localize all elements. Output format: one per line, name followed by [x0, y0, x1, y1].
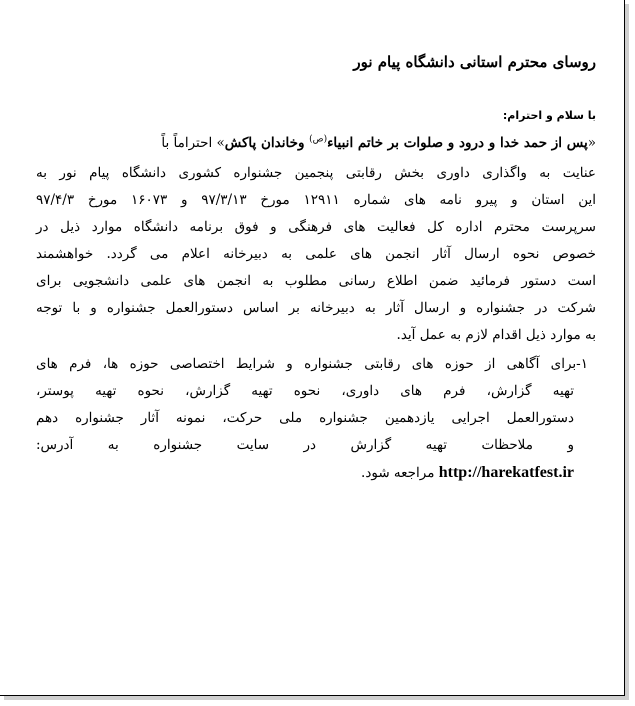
paragraph-line: سرپرست محترم اداره کل فعالیت های فرهنگی و فوق برنامه دانشگاه موارد ذیل در: [36, 219, 596, 235]
praise-open-quote: «: [587, 135, 596, 151]
festival-url-link[interactable]: http://harekatfest.ir: [438, 464, 574, 481]
item-line: دستورالعمل اجرایی یازدهمین جشنواره ملی حرکت، نمونه آثار جشنواره دهم: [36, 410, 574, 426]
greeting: با سلام و احترام:: [502, 109, 596, 122]
paragraph-line: عنایت به واگذاری داوری بخش رقابتی پنجمین جشنواره کشوری دانشگاه پیام نور به: [36, 165, 596, 181]
praise-line: [36, 132, 596, 154]
item-line: ۱-برای آگاهی از حوزه های رقابتی جشنواره و شرایط اختصاصی حوزه ها، فرم های: [36, 356, 588, 372]
item-line: تهیه گزارش، فرم های داوری، نحوه تهیه گزارش، نحوه تهیه پوستر،: [36, 383, 574, 399]
praise-respect: احتراماً باً: [161, 135, 217, 151]
item-end-text: مراجعه شود.: [361, 465, 439, 481]
praise-text: پس از حمد خدا و درود و صلوات بر خاتم انبیاء: [327, 135, 588, 151]
paragraph-line: این استان و پیرو نامه های شماره ۱۲۹۱۱ مورخ ۹۷/۳/۱۳ و ۱۶۰۷۳ مورخ ۹۷/۴/۳: [36, 192, 597, 208]
paragraph-line: است دستور فرمائید ضمن اطلاع رسانی مطلوب به انجمن های علمی دانشجویی برای: [36, 273, 596, 289]
paragraph-line: خصوص نحوه ارسال آثار انجمن های علمی به دبیرخانه اعلام می گردد. خواهشمند: [36, 246, 596, 262]
letter-title: روسای محترم استانی دانشگاه پیام نور: [353, 53, 596, 71]
praise-honorific: (ص): [309, 134, 328, 145]
paragraph-line: به موارد ذیل اقدام لازم به عمل آید.: [396, 327, 596, 343]
item-line-last: [36, 459, 596, 486]
item-line: و ملاحظات تهیه گزارش در سایت جشنواره به آدرس:: [36, 437, 574, 453]
praise-close-quote: »: [216, 135, 225, 151]
list-item-1: [36, 351, 596, 486]
paragraph-line: شرکت در جشنواره و ارسال آثار به دبیرخانه بر اساس دستورالعمل جشنواره و با توجه: [36, 300, 596, 316]
praise-tail: وخاندان پاکش: [224, 135, 310, 151]
letter-body: [36, 52, 596, 486]
